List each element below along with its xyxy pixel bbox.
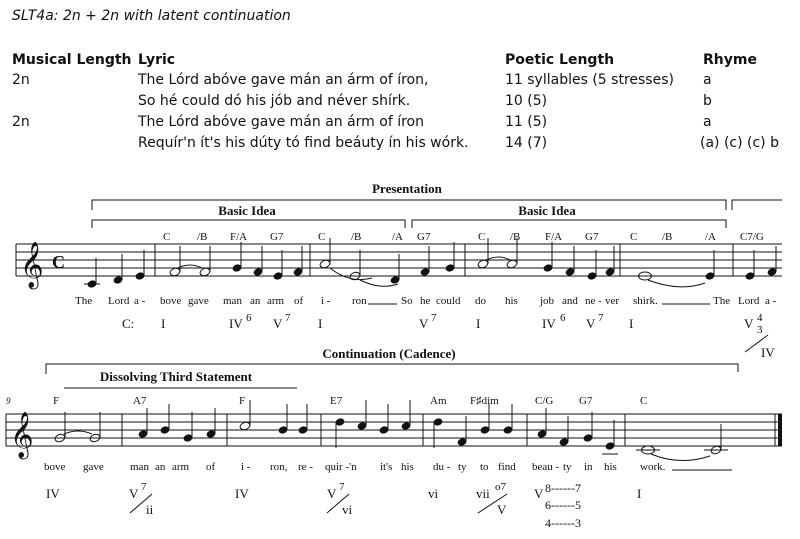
roman-figure: 7 xyxy=(141,481,147,493)
lyric-syllable: re - xyxy=(298,461,313,473)
lyric-syllable: to xyxy=(480,461,489,473)
measure-number: 9 xyxy=(6,396,11,406)
lyric-syllable: The xyxy=(75,295,93,307)
dissolving-label: Dissolving Third Statement xyxy=(99,369,253,384)
roman-numeral: V xyxy=(129,486,139,501)
continuation-label: Continuation (Cadence) xyxy=(322,346,456,361)
lyric-syllable: du - xyxy=(433,461,451,473)
basic-idea-2-label: Basic Idea xyxy=(518,203,576,218)
roman-numeral: IV xyxy=(229,316,243,331)
row-2-rhyme: b xyxy=(703,93,712,109)
chord-symbol: C xyxy=(630,231,638,243)
chord-symbol: G7 xyxy=(270,231,284,243)
roman-numeral: I xyxy=(318,316,323,331)
lyric-syllable: ver xyxy=(605,295,620,307)
roman-numeral: I xyxy=(161,316,166,331)
note xyxy=(239,421,251,431)
roman-numeral: V xyxy=(534,486,544,501)
lyric-syllable: ron, xyxy=(270,461,288,473)
roman-numeral: IV xyxy=(46,486,60,501)
lyrics-2 xyxy=(44,461,732,473)
chord-symbol: C/G xyxy=(535,395,554,407)
chord-symbols-2 xyxy=(53,395,647,407)
row-2-lyric: So hé could dó his jób and néver shírk. xyxy=(138,93,411,109)
roman-figure: o7 xyxy=(495,481,506,493)
applied-slashes-2 xyxy=(130,494,507,513)
lyric-syllable: he xyxy=(420,295,431,307)
lyric-syllable: his xyxy=(401,461,414,473)
row-1-musical-length: 2n xyxy=(12,72,30,88)
roman-figure: 7 xyxy=(598,312,604,324)
lyric-syllable: ty xyxy=(458,461,467,473)
roman-figure: 4 xyxy=(757,312,763,324)
lyric-syllable: Lord xyxy=(108,295,130,307)
row-1-poetic-length: 11 syllables (5 stresses) xyxy=(505,72,674,88)
row-3-musical-length: 2n xyxy=(12,114,30,130)
roman-figure: 7 xyxy=(339,481,345,493)
row-1-rhyme: a xyxy=(703,72,712,88)
chord-symbol: /B xyxy=(351,231,362,243)
notes-system-1 xyxy=(84,238,777,289)
lyric-syllable: gave xyxy=(83,461,104,473)
row-4-rhyme: (a) (c) (c) b xyxy=(700,135,779,151)
roman-figure: 6------5 xyxy=(545,498,581,512)
lyric-syllable: bove xyxy=(160,295,182,307)
chord-symbol: A7 xyxy=(133,395,147,407)
chord-symbol: /A xyxy=(392,231,403,243)
roman-figure: 6 xyxy=(560,312,566,324)
time-signature: C xyxy=(52,252,65,272)
roman-numeral: V xyxy=(497,502,507,517)
chord-symbol: F xyxy=(239,395,246,407)
roman-numeral: I xyxy=(476,316,481,331)
roman-figure: 8------7 xyxy=(545,481,581,495)
lyric-syllable: shirk. xyxy=(633,295,658,307)
lyric-syllable: do xyxy=(475,295,486,307)
lyric-syllable: So xyxy=(401,295,413,307)
lyric-syllable: find xyxy=(498,461,516,473)
lyric-syllable: Lord xyxy=(738,295,760,307)
header-musical-length: Musical Length xyxy=(12,52,132,68)
row-3-rhyme: a xyxy=(703,114,712,130)
lyric-syllable: i - xyxy=(241,461,251,473)
note xyxy=(477,259,489,269)
chord-symbol: F♯dim xyxy=(470,395,499,407)
chord-symbol: F xyxy=(53,395,60,407)
roman-figure: 7 xyxy=(431,312,437,324)
chord-symbol: C xyxy=(163,231,171,243)
lyric-syllable: it's xyxy=(380,461,393,473)
roman-figure: 4------3 xyxy=(545,516,581,530)
row-4-lyric: Requír'n ít's his dúty tó find beáuty ín his wórk. xyxy=(138,135,469,151)
header-poetic-length: Poetic Length xyxy=(505,52,615,68)
roman-numeral: I xyxy=(629,316,634,331)
tie xyxy=(330,268,372,280)
page-title: SLT4a: 2n + 2n with latent continuation xyxy=(12,8,291,24)
lyric-syllable: beau - xyxy=(532,461,560,473)
roman-numeral: vii xyxy=(476,486,490,501)
staff-2 xyxy=(6,414,782,446)
roman-numeral: ii xyxy=(146,502,154,517)
roman-numeral: V xyxy=(586,316,596,331)
lyric-syllable: ty xyxy=(563,461,572,473)
roman-numeral: V xyxy=(744,316,754,331)
lyric-syllable: arm xyxy=(267,295,285,307)
chord-symbol: C xyxy=(318,231,326,243)
treble-clef-icon: 𝄞 xyxy=(20,242,44,287)
chord-symbol: C xyxy=(640,395,648,407)
lyric-syllable: could xyxy=(436,295,461,307)
lyrics-1 xyxy=(75,295,777,307)
lyric-syllable: and xyxy=(562,295,578,307)
lyric-syllable: of xyxy=(294,295,304,307)
lyric-syllable: quir -'n xyxy=(325,461,357,473)
row-3-poetic-length: 11 (5) xyxy=(505,114,548,130)
key-label: C: xyxy=(122,316,135,331)
lyric-syllable: his xyxy=(604,461,617,473)
chord-symbol: Am xyxy=(430,395,447,407)
roman-numeral: IV xyxy=(761,345,775,360)
lyric-syllable: job xyxy=(540,295,555,307)
lyric-syllable: ne - xyxy=(585,295,602,307)
roman-numeral: IV xyxy=(235,486,249,501)
chord-symbol: /A xyxy=(705,231,716,243)
chord-symbols-1 xyxy=(163,231,764,243)
lyric-syllable: of xyxy=(206,461,216,473)
basic-idea-1-label: Basic Idea xyxy=(218,203,276,218)
lyric-syllable: in xyxy=(584,461,593,473)
roman-figure: 7 xyxy=(285,312,291,324)
roman-numerals-2 xyxy=(46,481,641,530)
row-2-poetic-length: 10 (5) xyxy=(505,93,548,109)
header-lyric: Lyric xyxy=(138,52,176,68)
lyric-syllable: gave xyxy=(188,295,209,307)
row-4-poetic-length: 14 (7) xyxy=(505,135,548,151)
lyric-syllable: arm xyxy=(172,461,190,473)
lyric-syllable: an xyxy=(155,461,166,473)
presentation-label: Presentation xyxy=(372,181,442,196)
chord-symbol: C7/G xyxy=(740,231,764,243)
roman-numeral: V xyxy=(419,316,429,331)
chord-symbol: /B xyxy=(510,231,521,243)
lyric-syllable: an xyxy=(250,295,261,307)
roman-numeral: vi xyxy=(342,502,353,517)
lyric-syllable: The xyxy=(713,295,731,307)
lyric-syllable: his xyxy=(505,295,518,307)
roman-numeral: vi xyxy=(428,486,439,501)
lyric-syllable: man xyxy=(223,295,242,307)
chord-symbol: F/A xyxy=(230,231,248,243)
roman-figure: 6 xyxy=(246,312,252,324)
chord-symbol: /B xyxy=(662,231,673,243)
roman-numeral: IV xyxy=(542,316,556,331)
roman-numeral: V xyxy=(327,486,337,501)
chord-symbol: G7 xyxy=(585,231,599,243)
chord-symbol: G7 xyxy=(579,395,593,407)
lyric-syllable: ron xyxy=(352,295,367,307)
roman-figure: 3 xyxy=(757,324,763,336)
lyric-syllable: i - xyxy=(321,295,331,307)
lyric-syllable: a - xyxy=(134,295,146,307)
treble-clef-icon: 𝄞 xyxy=(10,412,34,457)
note xyxy=(199,267,211,277)
header-rhyme: Rhyme xyxy=(703,52,757,68)
lyric-syllable: work. xyxy=(640,461,666,473)
final-barline xyxy=(778,414,782,446)
note xyxy=(506,259,518,269)
roman-numeral: V xyxy=(273,316,283,331)
row-1-lyric: The Lórd abóve gave mán an árm of íron, xyxy=(138,72,429,88)
chord-symbol: F/A xyxy=(545,231,563,243)
lyric-syllable: man xyxy=(130,461,149,473)
presentation-bracket xyxy=(92,200,782,228)
note xyxy=(169,267,181,277)
chord-symbol: C xyxy=(478,231,486,243)
note xyxy=(319,259,331,269)
chord-symbol: E7 xyxy=(330,395,343,407)
roman-numeral: I xyxy=(637,486,642,501)
chord-symbol: /B xyxy=(197,231,208,243)
row-3-lyric: The Lórd abóve gave mán an árm of íron xyxy=(138,114,424,130)
chord-symbol: G7 xyxy=(417,231,431,243)
lyric-syllable: bove xyxy=(44,461,66,473)
lyric-syllable: a - xyxy=(765,295,777,307)
